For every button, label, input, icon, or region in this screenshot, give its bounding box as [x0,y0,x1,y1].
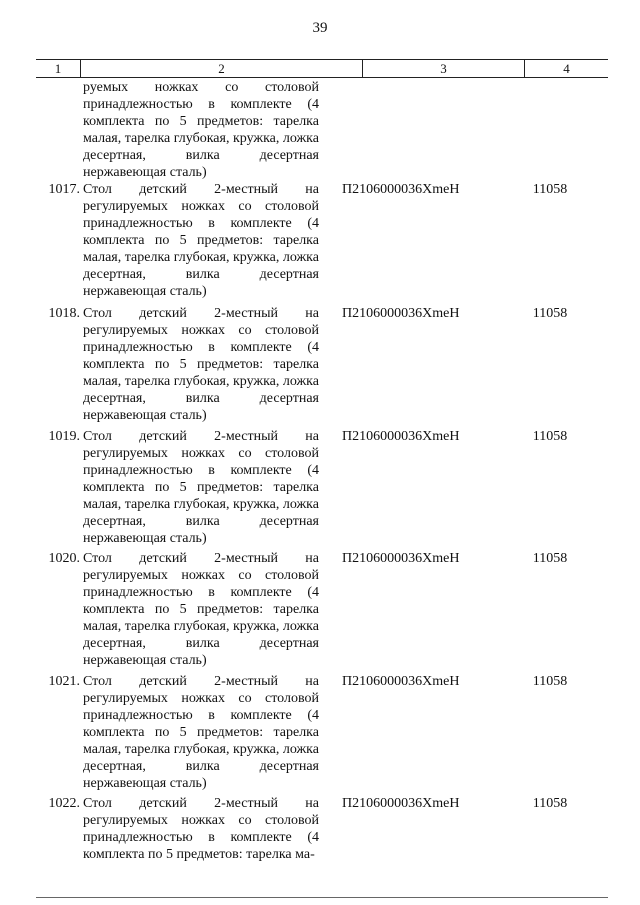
page-bottom-rule [36,897,608,898]
row-number: 1022. [48,796,80,811]
row-price: 11058 [532,674,568,689]
row-code: П2106000036ХmеН [342,551,460,566]
row-price: 11058 [532,429,568,444]
header-col-1: 1 [54,61,62,76]
row-price: 11058 [532,306,568,321]
header-col-2: 2 [218,61,225,76]
row-code: П2106000036ХmеН [342,674,460,689]
row-code: П2106000036ХmеН [342,306,460,321]
row-price: 11058 [532,182,568,197]
row-number: 1017. [48,182,80,197]
row-code: П2106000036ХmеН [342,796,460,811]
row-description: Стол детский 2-местный на регулируемых ножках со столовой принадлежностью в комплекте (4 комплекта по 5 предметов: тарелка малая, тарелка глубокая, кружка, ложка десертная, вилка десертная нержавеющая сталь) [83,306,319,423]
row-number: 1019. [48,429,80,444]
row-description: Стол детский 2-местный на регулируемых ножках со столовой принадлежностью в комплекте (4 комплекта по 5 предметов: тарелка малая, тарелка глубокая, кружка, ложка десертная, вилка десертная нержавеющая сталь) [83,429,319,546]
row-description: Стол детский 2-местный на регулируемых ножках со столовой принадлежностью в комплекте (4 комплекта по 5 предметов: тарелка малая, тарелка глубокая, кружка, ложка десертная, вилка десертная нержавеющая сталь) [83,674,319,791]
row-code: П2106000036ХmеН [342,182,460,197]
row-description: руемых ножках со столовой принадлежностью в комплекте (4 комплекта по 5 предметов: тарелка малая, тарелка глубокая, кружка, ложка десертная, вилка десертная нержавеющая сталь) [83,80,319,180]
row-price: 11058 [532,796,568,811]
row-number: 1020. [48,551,80,566]
page-number: 39 [312,20,328,36]
row-description: Стол детский 2-местный на регулируемых ножках со столовой принадлежностью в комплекте (4 комплекта по 5 предметов: тарелка ма- [83,796,319,862]
table-header [36,59,608,78]
row-number: 1021. [48,674,80,689]
row-description: Стол детский 2-местный на регулируемых ножках со столовой принадлежностью в комплекте (4 комплекта по 5 предметов: тарелка малая, тарелка глубокая, кружка, ложка десертная, вилка десертная нержавеющая сталь) [83,182,319,299]
row-price: 11058 [532,551,568,566]
row-description: Стол детский 2-местный на регулируемых ножках со столовой принадлежностью в комплекте (4 комплекта по 5 предметов: тарелка малая, тарелка глубокая, кружка, ложка десертная, вилка десертная нержавеющая сталь) [83,551,319,668]
header-col-4: 4 [563,61,570,76]
row-number: 1018. [48,306,80,321]
row-code: П2106000036ХmеН [342,429,460,444]
header-col-3: 3 [440,61,447,76]
